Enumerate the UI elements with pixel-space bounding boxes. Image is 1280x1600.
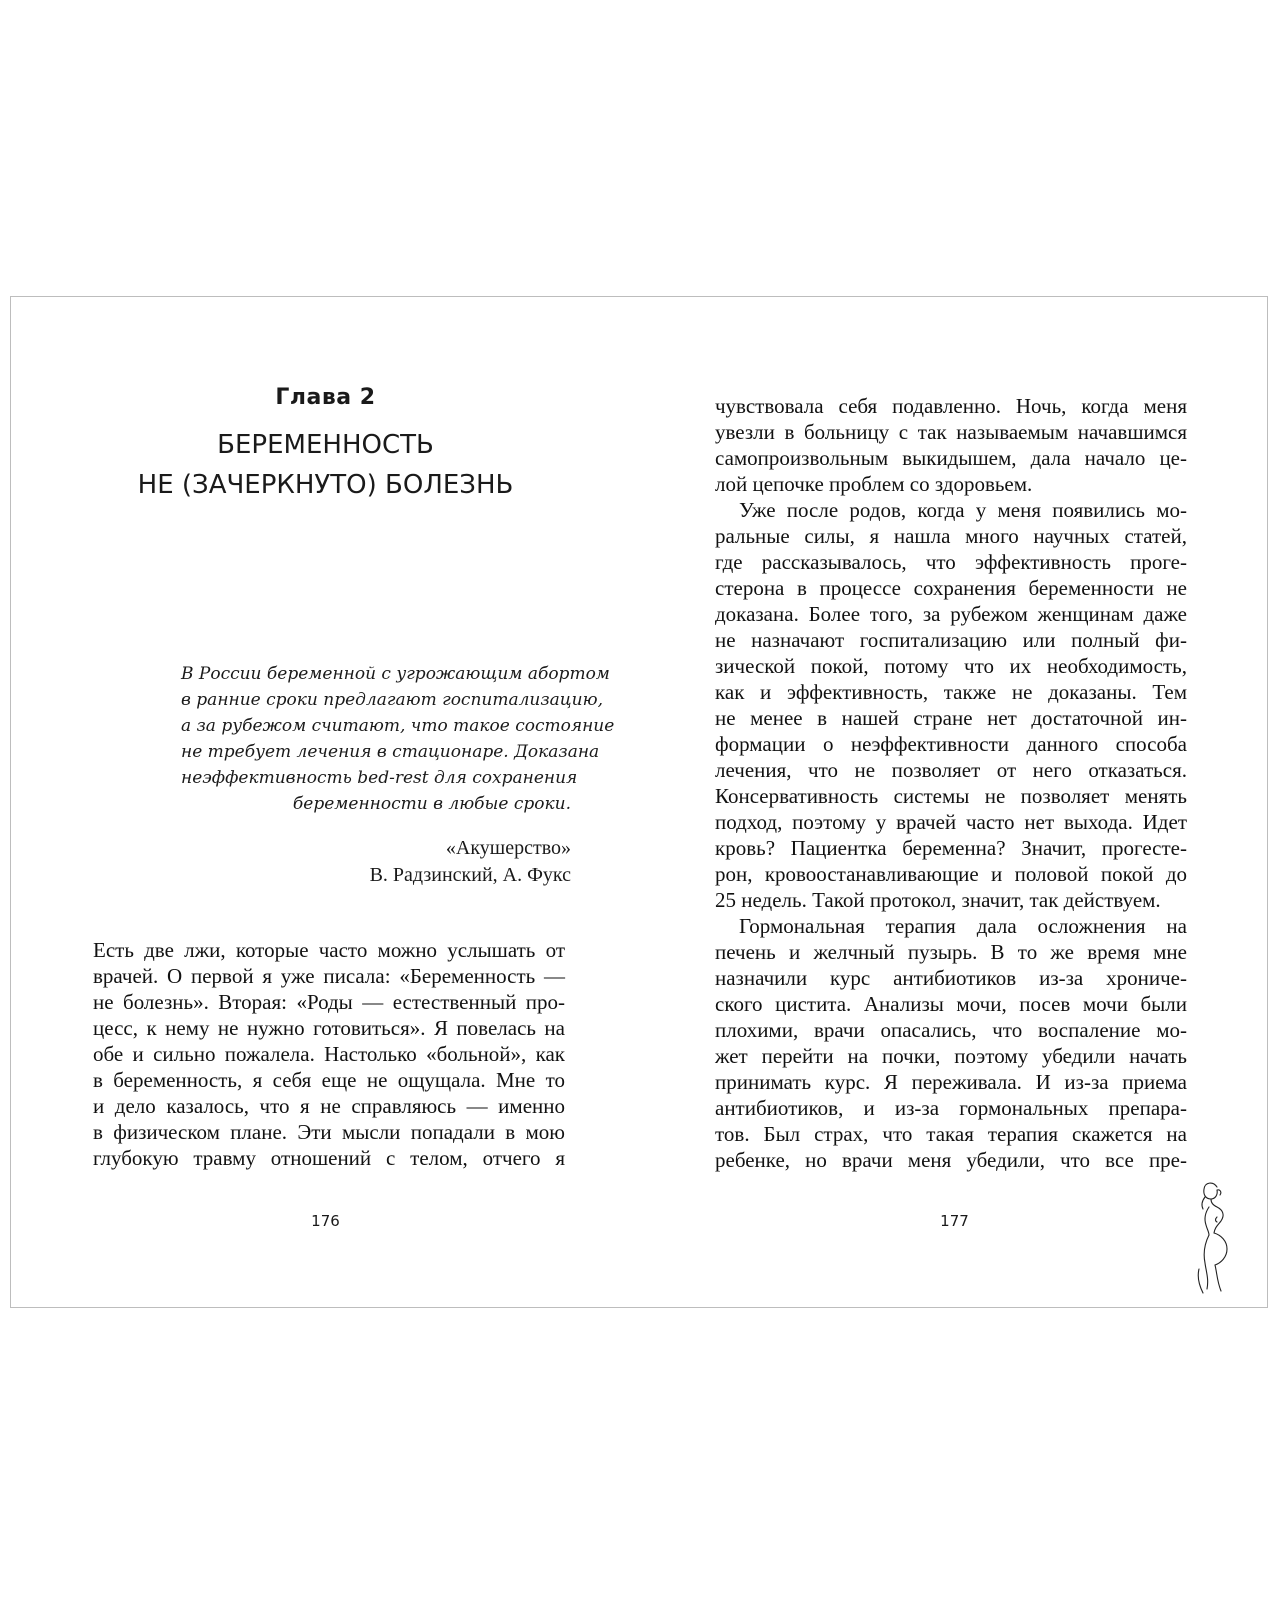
left-body-text <box>93 937 565 1171</box>
epigraph-line: в ранние сроки предлагают госпитализацию, <box>181 690 603 710</box>
body-line: не менее в нашей стране нет достаточной ин- <box>715 706 1187 730</box>
body-line: где рассказывалось, что эффективность проге- <box>715 550 1187 574</box>
epigraph-source-title: «Акушерство» <box>445 837 571 859</box>
body-line: печень и желчный пузырь. В то же время мне <box>715 940 1187 964</box>
body-line: лой цепочке проблем со здоровьем. <box>715 472 1033 496</box>
right-page <box>640 297 1269 1307</box>
body-line: рон, кровоостанавливающие и половой покой до <box>715 862 1187 886</box>
epigraph-source <box>181 835 571 889</box>
epigraph-line: беременности в любые сроки. <box>292 794 571 814</box>
body-line: в физическом плане. Эти мысли попадали в мою <box>93 1120 565 1144</box>
epigraph-line: В России беременной с угрожающим абортом <box>181 664 610 684</box>
body-line: самопроизвольным выкидышем, дала начало це- <box>715 446 1187 470</box>
epigraph <box>181 661 615 817</box>
body-line: Есть две лжи, которые часто можно услышать от <box>93 938 565 962</box>
body-line: врачей. О первой я уже писала: «Беременность — <box>93 964 565 988</box>
epigraph-line: а за рубежом считают, что такое состояние <box>181 716 615 736</box>
chapter-title-line: НЕ (ЗАЧЕРКНУТО) БОЛЕЗНЬ <box>137 470 514 500</box>
body-line: чувствовала себя подавленно. Ночь, когда меня <box>715 394 1187 418</box>
body-line: ребенке, но врачи меня убедили, что все пре- <box>715 1148 1187 1172</box>
chapter-number: Глава 2 <box>275 385 376 410</box>
body-line: зической покой, потому что их необходимость, <box>715 654 1187 678</box>
body-line: антибиотиков, и из-за гормональных препара- <box>715 1096 1187 1120</box>
epigraph-line: не требует лечения в стационаре. Доказана <box>181 742 600 762</box>
body-line: формации о неэффективности данного способа <box>715 732 1187 756</box>
right-body-text <box>715 393 1187 1173</box>
body-line: обе и сильно пожалела. Настолько «больной», как <box>93 1042 565 1066</box>
body-line: доказана. Более того, за рубежом женщинам даже <box>715 602 1187 626</box>
body-line: кровь? Пациентка беременна? Значит, прогесте- <box>715 836 1187 860</box>
body-line: Уже после родов, когда у меня появились мо- <box>739 498 1187 522</box>
body-line: Консервативность системы не позволяет менять <box>715 784 1187 808</box>
body-line: в беременность, я себя еще не ощущала. Мне то <box>93 1068 565 1092</box>
chapter-title-line: БЕРЕМЕННОСТЬ <box>217 430 434 460</box>
body-line: ральные силы, я нашла много научных статей, <box>715 524 1187 548</box>
epigraph-line: неэффективность bed-rest для сохранения <box>181 768 578 788</box>
body-line: Гормональная терапия дала осложнения на <box>739 914 1187 938</box>
body-line: как и эффективность, также не доказаны. Тем <box>715 680 1187 704</box>
page-number-left: 176 <box>311 1212 340 1230</box>
body-line: подход, поэтому у врачей часто нет выхода. Идет <box>715 810 1187 834</box>
body-line: увезли в больницу с так называемым начавшимся <box>715 420 1187 444</box>
body-line: назначили курс антибиотиков из-за хрониче- <box>715 966 1187 990</box>
book-spread <box>10 296 1268 1308</box>
body-line: стерона в процессе сохранения беременности не <box>715 576 1187 600</box>
epigraph-source-authors: В. Радзинский, А. Фукс <box>369 864 571 886</box>
left-page <box>11 297 640 1307</box>
body-line: цесс, к нему не нужно готовиться». Я повелась на <box>93 1016 565 1040</box>
body-line: ского цистита. Анализы мочи, посев мочи были <box>715 992 1187 1016</box>
pregnant-woman-line-drawing-icon <box>1187 1177 1243 1297</box>
body-line: тов. Был страх, что такая терапия скажется на <box>715 1122 1187 1146</box>
body-line: не болезнь». Вторая: «Роды — естественный про- <box>93 990 565 1014</box>
chapter-title <box>11 425 640 505</box>
body-line: лечения, что не позволяет от него отказаться. <box>715 758 1187 782</box>
body-line: не назначают госпитализацию или полный фи- <box>715 628 1187 652</box>
body-line: глубокую травму отношений с телом, отчего я <box>93 1146 565 1170</box>
body-line: плохими, врачи опасались, что воспаление мо- <box>715 1018 1187 1042</box>
page-number-right: 177 <box>940 1212 969 1230</box>
body-line: принимать курс. Я переживала. И из-за приема <box>715 1070 1187 1094</box>
body-line: жет перейти на почки, поэтому убедили начать <box>715 1044 1187 1068</box>
body-line: и дело казалось, что я не справляюсь — именно <box>93 1094 565 1118</box>
body-line: 25 недель. Такой протокол, значит, так действуем. <box>715 888 1161 912</box>
